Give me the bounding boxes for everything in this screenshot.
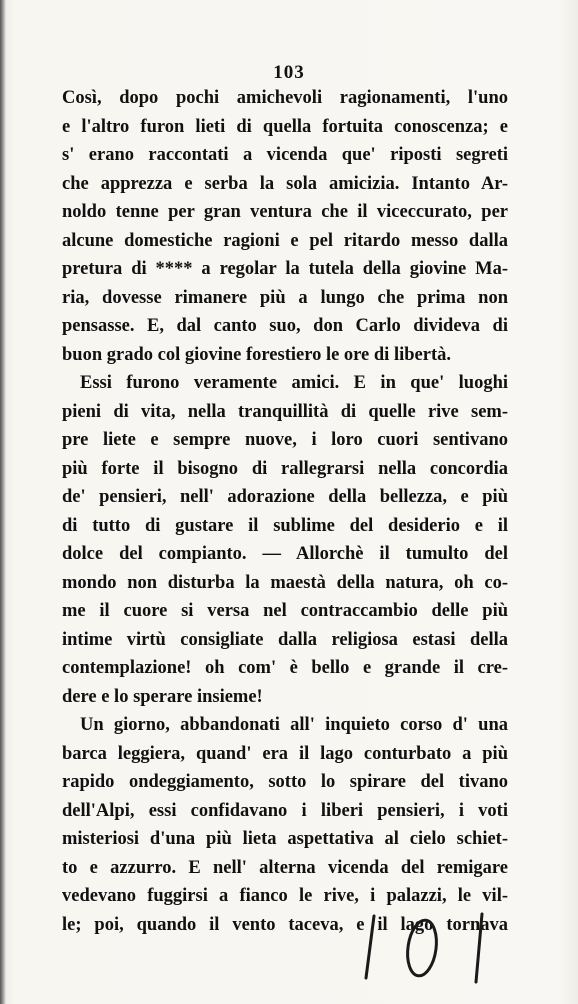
text-line: me il cuore si versa nel contraccambio delle più xyxy=(62,601,508,621)
text-line: noldo tenne per gran ventura che il viceccurato, per xyxy=(62,202,508,222)
text-line: barca leggiera, quand' era il lago conturbato a più xyxy=(62,743,508,764)
text-line: de' pensieri, nell' adorazione della bellezza, e più xyxy=(62,487,508,507)
page-number: 103 xyxy=(273,62,305,83)
text-line: dolce del compianto. — Allorchè il tumulto del xyxy=(62,544,508,564)
text-line: vedevano fuggirsi a fianco le rive, i palazzi, le vil- xyxy=(62,886,508,906)
text-line: s' erano raccontati a vicenda que' riposti segreti xyxy=(62,145,508,165)
text-line: Così, dopo pochi amichevoli ragionamenti, l'uno xyxy=(62,88,508,108)
handwritten-mark-drawing xyxy=(360,906,510,986)
text-line: dell'Alpi, essi confidavano i liberi pensieri, i voti xyxy=(62,800,508,821)
text-line: contemplazione! oh com' è bello e grande il cre- xyxy=(62,658,508,678)
text-line: le; poi, quando il vento taceva, e il lago tornava xyxy=(62,914,508,935)
body-text xyxy=(62,84,508,939)
handwritten-page-number xyxy=(360,906,510,986)
text-line: to e azzurro. E nell' alterna vicenda del remigare xyxy=(62,857,508,878)
text-line: pieni di vita, nella tranquillità di quelle rive sem- xyxy=(62,401,508,422)
text-line: Un giorno, abbandonati all' inquieto corso d' una xyxy=(80,715,508,735)
text-line: che apprezza e serba la sola amicizia. Intanto Ar- xyxy=(62,173,508,194)
text-line: buon grado col giovine forestiero le ore di libertà. xyxy=(62,344,451,365)
text-line: più forte il bisogno di rallegrarsi nella concordia xyxy=(62,458,508,479)
text-line: rapido ondeggiamento, sotto lo spirare del tivano xyxy=(62,772,508,792)
text-line: ria, dovesse rimanere più a lungo che prima non xyxy=(62,287,508,308)
text-line: pretura di **** a regolar la tutela della giovine Ma- xyxy=(62,259,508,279)
text-line: Essi furono veramente amici. E in que' luoghi xyxy=(80,373,508,393)
text-line: pre liete e sempre nuove, i loro cuori sentivano xyxy=(62,430,508,450)
text-line: e l'altro furon lieti di quella fortuita conoscenza; e xyxy=(62,116,508,137)
text-line: di tutto di gustare il sublime del desiderio e il xyxy=(62,515,508,536)
text-line: mondo non disturba la maestà della natura, oh co- xyxy=(62,572,508,593)
text-line: misteriosi d'una più lieta aspettativa al cielo schiet- xyxy=(62,829,508,849)
text-line: pensasse. E, dal canto suo, don Carlo divideva di xyxy=(62,316,508,336)
text-line: intime virtù consigliate dalla religiosa estasi della xyxy=(62,629,508,650)
text-line: alcune domestiche ragioni e pel ritardo messo dalla xyxy=(62,230,508,251)
binding-shadow xyxy=(0,0,6,1004)
text-line: dere e lo sperare insieme! xyxy=(62,686,263,707)
